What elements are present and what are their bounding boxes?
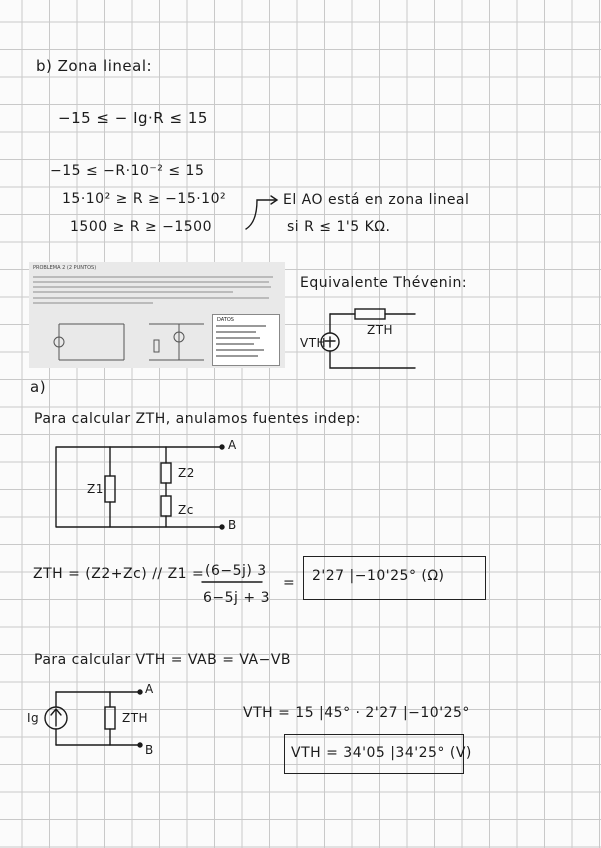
circuit2-norton-network [45,690,142,747]
zth-result: 2'27 |−10'25° (Ω) [312,568,445,584]
circuit1-zc-label: Zc [178,503,194,517]
thevenin-zth-label: ZTH [367,323,394,337]
circuit1-z2-label: Z2 [178,466,195,480]
vth-result: VTH = 34'05 |34'25° (V) [291,745,472,761]
fraction-denominator: 6−5j + 3 [203,590,270,606]
inequality-3: 15·10² ≥ R ≥ −15·10² [62,191,227,207]
photo-data-panel: DATOS [212,314,280,366]
inequality-2: −15 ≤ −R·10⁻² ≤ 15 [50,163,205,179]
step1-text: Para calcular ZTH, anulamos fuentes indep: [34,411,361,427]
circuit2-zth-label: ZTH [122,711,149,725]
circuit2-source-label: Ig [27,711,40,725]
thevenin-equivalent-circuit [321,309,415,368]
step2-text: Para calcular VTH = VAB = VA−VB [34,652,292,668]
thevenin-label: Equivalente Thévenin: [300,275,468,291]
circuit2-node-a: A [145,682,154,696]
conclusion-line-2: si R ≤ 1'5 KΩ. [287,219,391,235]
fraction-numerator: (6−5j) 3 [205,563,267,579]
circuit1-node-a: A [228,438,237,452]
vth-calculation: VTH = 15 |45° · 2'27 |−10'25° [243,705,470,721]
section-a-marker: a) [30,378,47,396]
circuit1-zth-network [56,445,224,529]
inequality-1: −15 ≤ − Ig·R ≤ 15 [58,109,208,127]
photo-header: PROBLEMA 2 (2 PUNTOS) [33,265,97,271]
circuit1-z1-label: Z1 [87,482,104,496]
conclusion-line-1: El AO está en zona lineal [283,192,470,208]
inequality-4: 1500 ≥ R ≥ −1500 [70,219,212,235]
thevenin-vth-label: VTH [300,336,327,350]
zth-formula: ZTH = (Z2+Zc) // Z1 = [33,566,205,582]
circuit2-node-b: B [145,743,154,757]
section-b-heading: b) Zona lineal: [36,57,153,75]
circuit1-node-b: B [228,518,237,532]
